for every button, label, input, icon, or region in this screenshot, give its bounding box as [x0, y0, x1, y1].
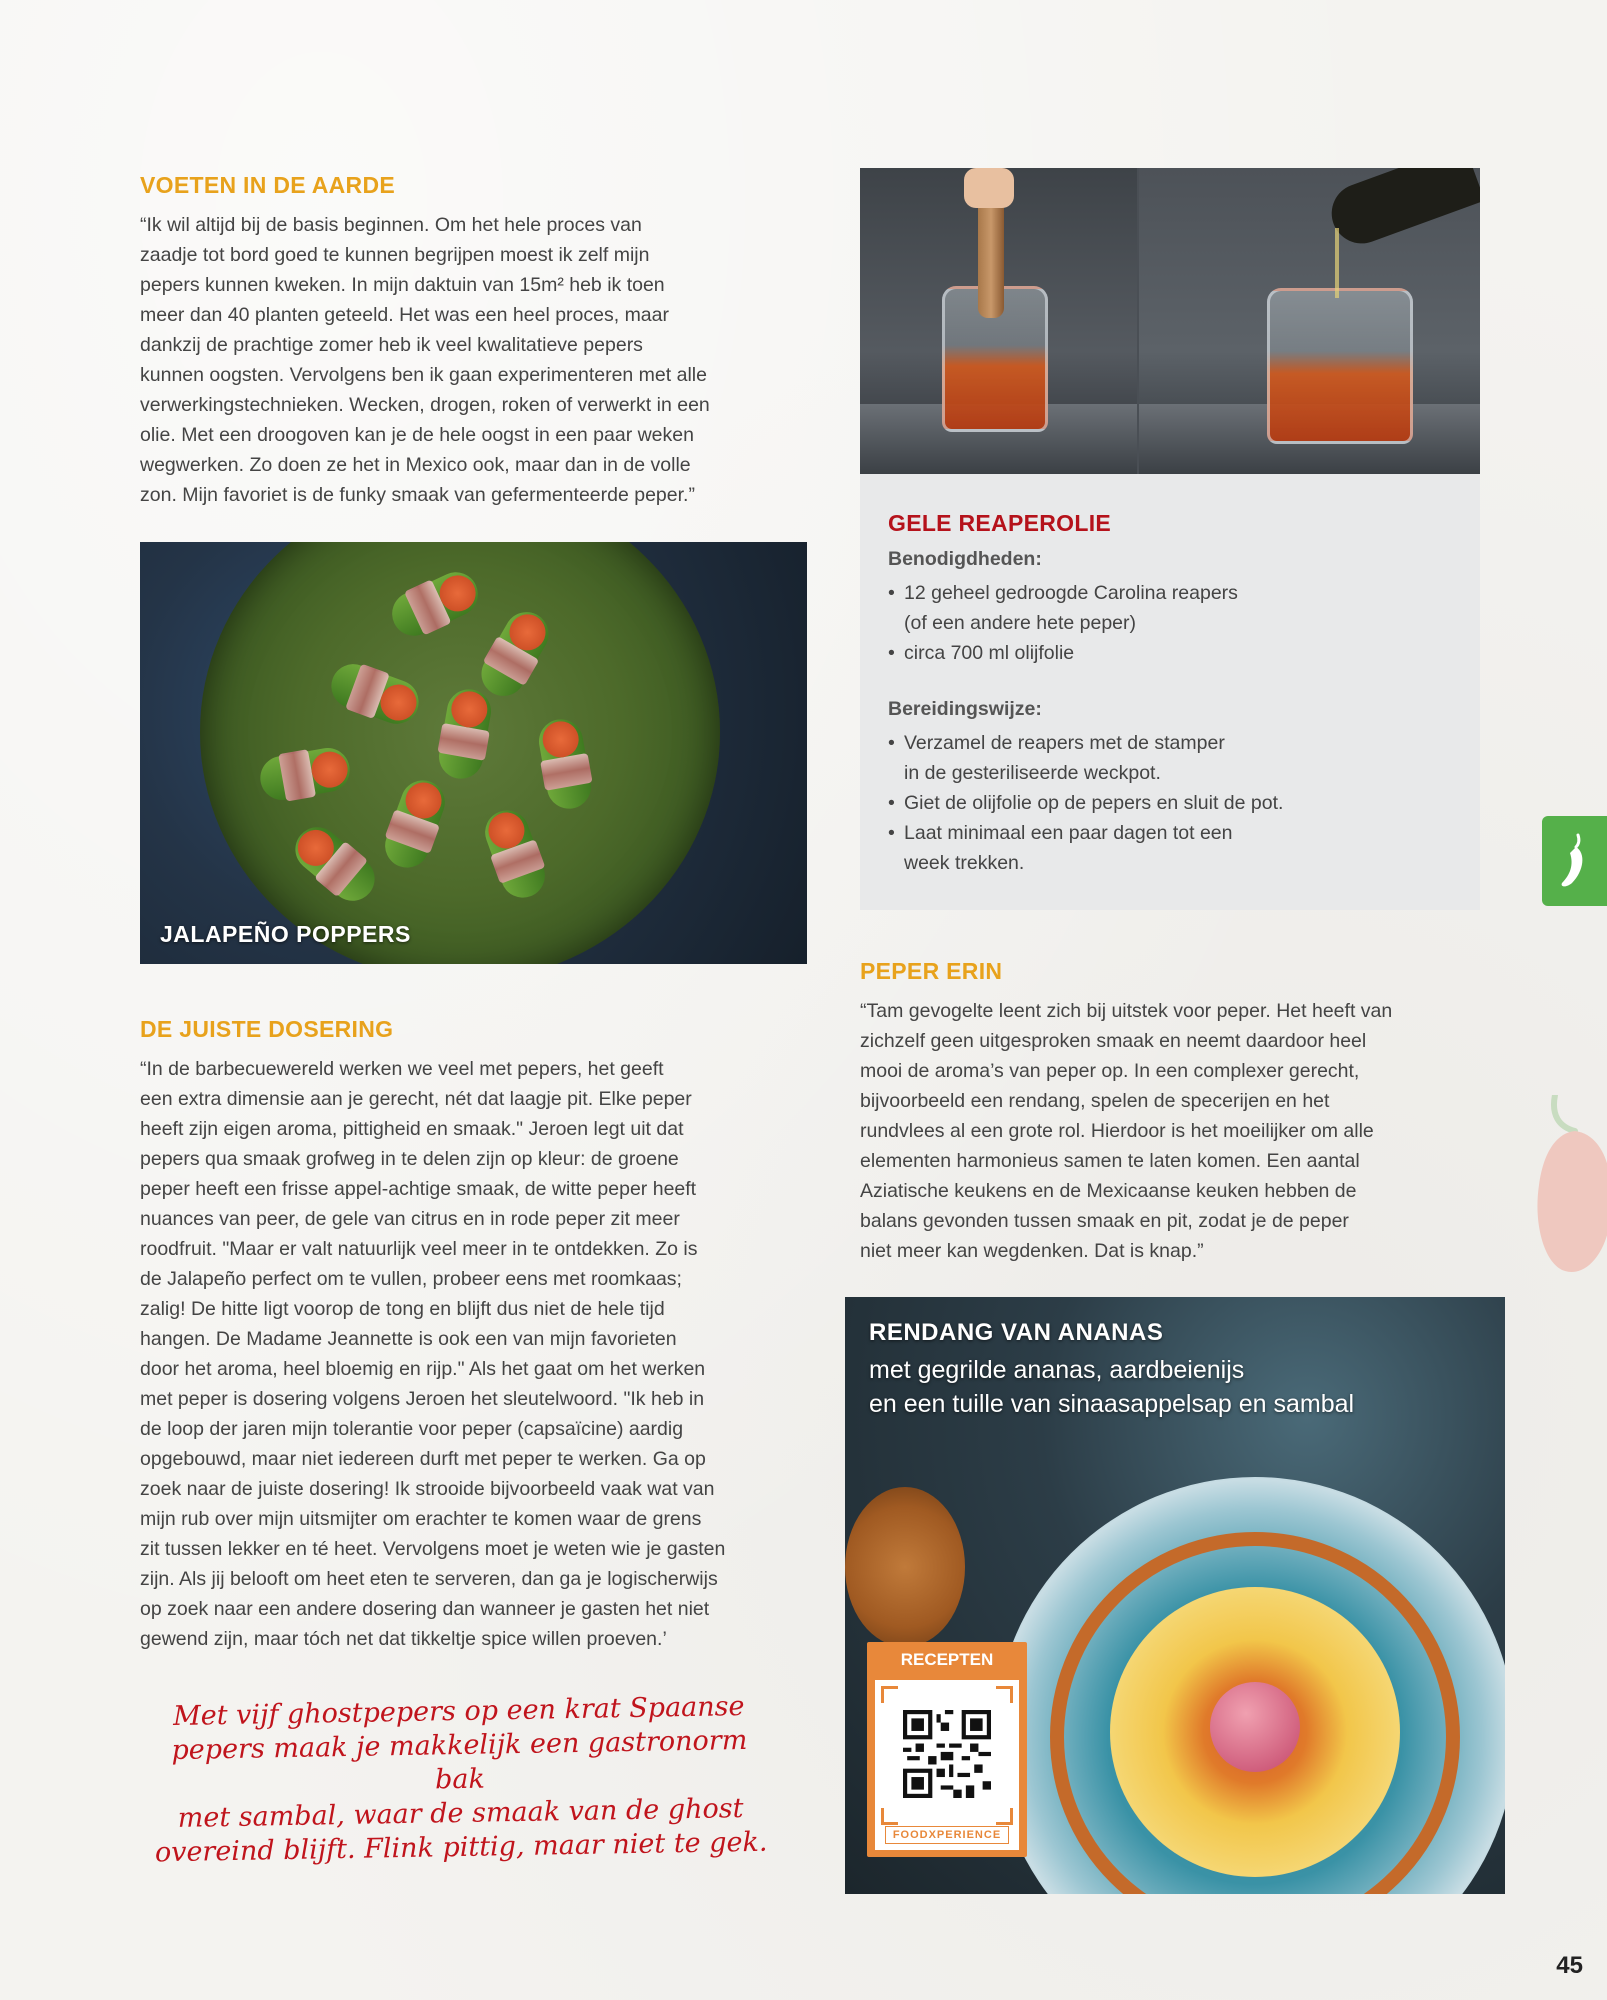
photo-title: RENDANG VAN ANANAS	[869, 1319, 1164, 1346]
list-item: • circa 700 ml olijfolie	[888, 638, 1238, 668]
recepten-qr-badge[interactable]	[867, 1642, 1027, 1857]
brand-logo: FOODXPERIENCE	[885, 1826, 1009, 1844]
page-number: 45	[1556, 1952, 1583, 1979]
chili-pepper-icon	[1554, 831, 1594, 891]
recepten-label: RECEPTEN	[900, 1650, 994, 1669]
photo-caption: JALAPEÑO POPPERS	[160, 921, 411, 947]
photo-panel-olie	[1139, 168, 1480, 474]
ingredients-list	[888, 578, 1238, 668]
list-item: • Laat minimaal een paar dagen tot een week trekken.	[888, 818, 1283, 878]
list-item: • Giet de olijfolie op de pepers en sluit de pot.	[888, 788, 1283, 818]
jalapeno-poppers-photo	[140, 542, 807, 964]
recipe-title: GELE REAPEROLIE	[888, 510, 1112, 536]
weckpot-photo	[860, 168, 1480, 474]
section-heading-dosering: DE JUISTE DOSERING	[140, 1016, 394, 1042]
qr-code-icon[interactable]	[903, 1710, 991, 1798]
section-heading-voeten: VOETEN IN DE AARDE	[140, 172, 396, 198]
list-item: • 12 geheel gedroogde Carolina reapers (of een andere hete peper)	[888, 578, 1238, 638]
recipe-box	[860, 474, 1480, 910]
photo-panel-stamper	[860, 168, 1137, 474]
section-heading-peper: PEPER ERIN	[860, 958, 1003, 984]
section-body-peper: “Tam gevogelte leent zich bij uitstek voor peper. Het heeft van zichzelf geen uitgesproken smaak en neemt daardoor heel mooi de aroma’s van peper op. In een complexer gerecht, bijvoorbeeld een rendang, spelen de specerijen en het rundvlees al een grote rol. Hierdoor is het moeilijker om alle elementen harmonieus samen te laten komen. Een aantal Aziatische keukens en de Mexicaanse keuken hebben de balans gevonden tussen smaak en pit, zodat je de peper niet meer kan wegdenken. Dat is knap.”	[860, 1000, 1393, 1262]
handwritten-quote: Met vijf ghostpepers op een krat Spaanse pepers maak je makkelijk een gastronorm bak met sambal, waar de smaak van de ghost overeind blijft. Flink pittig, maar niet te gek.	[154, 1691, 768, 1869]
chapter-tab[interactable]	[1542, 816, 1607, 906]
section-body-dosering: “In de barbecuewereld werken we veel met pepers, het geeft een extra dimensie aan je gerecht, nét dat laagje pit. Elke peper heeft zijn eigen aroma, pittigheid en smaak." Jeroen legt uit dat pepers qua smaak grofweg in te delen zijn op kleur: de groene peper heeft een frisse appel-achtige smaak, de witte peper heeft nuances van peer, de gele van citrus en in rode peper zit meer roodfruit. "Maar er valt natuurlijk veel meer in te ontdekken. Zo is de Jalapeño perfect om te vullen, probeer eens met roomkaas; zalig! De hitte ligt voorop de tong en blijft dus niet de hele tijd hangen. De Madame Jeannette is ook een van mijn favorieten door het aroma, heel bloemig en rijp." Als het gaat om het werken met peper is dosering volgens Jeroen het sleutelwoord. "Ik heb in de loop der jaren mijn tolerantie voor peper (capsaïcine) aardig opgebouwd, maar niet iedereen durft met peper te werken. Ga op zoek naar de juiste dosering! Ik strooide bijvoorbeeld vaak wat van mijn rub over mijn uitsmijter om erachter te komen waar de grens zit tussen lekker en té heet. Vervolgens moet je weten wie je gasten zijn. Als jij belooft om heet eten te serveren, dan ga je logischerwijs op zoek naar een andere dosering dan wanneer je gasten het niet gewend zijn, maar tóch net dat tikkeltje spice willen proeven.’	[140, 1058, 726, 1650]
list-item: • Verzamel de reapers met de stamper in de gesteriliseerde weckpot.	[888, 728, 1283, 788]
method-list	[888, 728, 1283, 878]
ingredients-label: Benodigdheden:	[888, 548, 1042, 570]
section-body-voeten: “Ik wil altijd bij de basis beginnen. Om het hele proces van zaadje tot bord goed te kunnen begrijpen moest ik zelf mijn pepers kunnen kweken. In mijn daktuin van 15m² heb ik toen meer dan 40 planten geteeld. Het was een heel proces, maar dankzij de prachtige zomer heb ik veel kwalitatieve pepers kunnen oogsten. Vervolgens ben ik gaan experimenteren met alle verwerkingstechnieken. Wecken, drogen, roken of verwerkt in een olie. Met een droogoven kan je de hele oogst in een paar weken wegwerken. Zo doen ze het in Mexico ook, maar dan in de volle zon. Mijn favoriet is de funky smaak van gefermenteerde peper.”	[140, 214, 710, 506]
decorative-pepper-icon	[1525, 1095, 1607, 1275]
photo-subtitle: met gegrilde ananas, aardbeienijs en een tuille van sinaasappelsap en sambal	[869, 1356, 1355, 1418]
method-label: Bereidingswijze:	[888, 698, 1042, 720]
rendang-photo	[845, 1297, 1505, 1894]
